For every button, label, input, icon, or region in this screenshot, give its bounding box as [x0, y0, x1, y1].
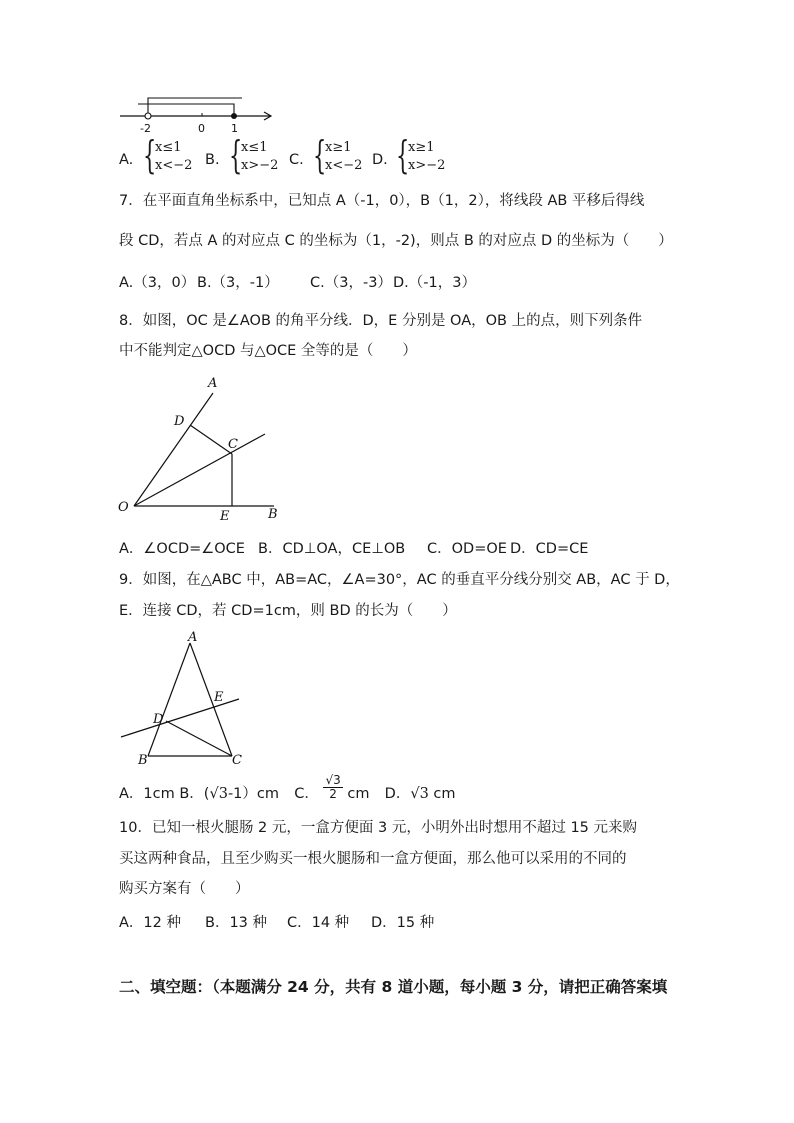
q8-option-b: B．CD⊥OA，CE⊥OB — [258, 541, 406, 557]
system-row: x>−2 — [408, 158, 446, 173]
sqrt-expression: √3 — [410, 786, 429, 802]
point-label-c: C — [228, 437, 238, 452]
fraction — [323, 774, 342, 801]
q10-option-c: C．14 种 — [287, 915, 350, 931]
q9-option-c-prefix: C． — [294, 786, 319, 802]
q9-option-b-suffix: -1）cm — [227, 786, 279, 802]
q8-stem-line1: 8．如图，OC 是∠AOB 的角平分线．D，E 分别是 OA，OB 上的点，则下列条件 — [119, 313, 643, 329]
q10-option-a: A．12 种 — [119, 915, 181, 931]
q7-option-b: B.（3，-1） — [197, 275, 279, 291]
q9-stem-line2: E．连接 CD，若 CD=1cm，则 BD 的长为（ ） — [119, 603, 457, 619]
q8-option-d: D．CD=CE — [510, 541, 589, 557]
point-label-c: C — [232, 753, 242, 768]
q8-stem-line2: 中不能判定△OCD 与△OCE 全等的是（ ） — [119, 343, 417, 359]
q9-option-d-suffix: cm — [433, 786, 456, 802]
q6-option-c-letter: C. — [289, 152, 304, 168]
q10-stem-line3: 购买方案有（ ） — [119, 881, 250, 897]
system-row: x≤1 — [241, 140, 268, 155]
point-label-a: A — [208, 376, 218, 391]
point-label-b: B — [268, 507, 278, 522]
tick-label: -2 — [140, 122, 151, 135]
q9-stem-line1: 9．如图，在△ABC 中，AB=AC，∠A=30°，AC 的垂直平分线分别交 AB，AC 于 D， — [119, 572, 680, 588]
q7-option-d: D.（-1，3） — [393, 275, 476, 291]
system-row: x<−2 — [155, 158, 193, 173]
fraction-numerator: √3 — [325, 772, 341, 787]
q6-option-b-letter: B. — [205, 152, 220, 168]
q9-option-d-prefix: D． — [384, 786, 411, 802]
q9-triangle-figure — [116, 630, 246, 770]
q9-option-a: A．1cm — [119, 786, 175, 802]
number-line-figure — [118, 92, 278, 140]
q9-option-c-suffix: cm — [347, 786, 370, 802]
point-label-o: O — [118, 500, 129, 515]
q10-option-d: D．15 种 — [371, 915, 435, 931]
point-label-e: E — [214, 690, 224, 705]
system-row: x>−2 — [241, 158, 279, 173]
point-label-a: A — [188, 630, 198, 645]
tick-label: 1 — [231, 122, 238, 135]
q10-option-b: B．13 种 — [205, 915, 268, 931]
tick-label: 0 — [198, 122, 205, 135]
sqrt-expression: √3 — [209, 786, 228, 802]
system-row: x<−2 — [325, 158, 363, 173]
section-heading: 二、填空题：（本题满分 24 分，共有 8 道小题，每小题 3 分，请把正确答案填 — [119, 978, 668, 996]
fraction-denominator: 2 — [329, 786, 337, 801]
q8-option-c: C．OD=OE — [427, 541, 507, 557]
point-label-d: D — [153, 712, 164, 727]
system-row: x≤1 — [155, 140, 182, 155]
q8-angle-bisector-figure — [114, 372, 284, 524]
q7-option-a: A.（3，0） — [119, 275, 196, 291]
point-label-d: D — [174, 414, 185, 429]
q7-stem-line2: 段 CD，若点 A 的对应点 C 的坐标为（1，-2)，则点 B 的对应点 D 的坐标为（ ） — [119, 233, 673, 249]
q6-option-a-letter: A. — [119, 152, 134, 168]
q6-option-d-letter: D. — [372, 152, 388, 168]
system-row: x≥1 — [325, 140, 352, 155]
q8-option-a: A．∠OCD=∠OCE — [119, 541, 245, 557]
point-label-b: B — [138, 753, 148, 768]
point-label-e: E — [220, 509, 230, 524]
q9-options-row — [119, 772, 456, 804]
system-row: x≥1 — [408, 140, 435, 155]
q7-option-c: C.（3，-3） — [310, 275, 392, 291]
q10-stem-line2: 买这两种食品，且至少购买一根火腿肠和一盒方便面，那么他可以采用的不同的 — [119, 851, 627, 867]
q9-option-b-prefix: B．( — [179, 786, 210, 802]
q10-stem-line1: 10．已知一根火腿肠 2 元，一盒方便面 3 元，小明外出时想用不超过 15 元来购 — [119, 820, 638, 836]
q7-stem-line1: 7．在平面直角坐标系中，已知点 A（-1，0），B（1，2），将线段 AB 平移后得线 — [119, 193, 645, 209]
